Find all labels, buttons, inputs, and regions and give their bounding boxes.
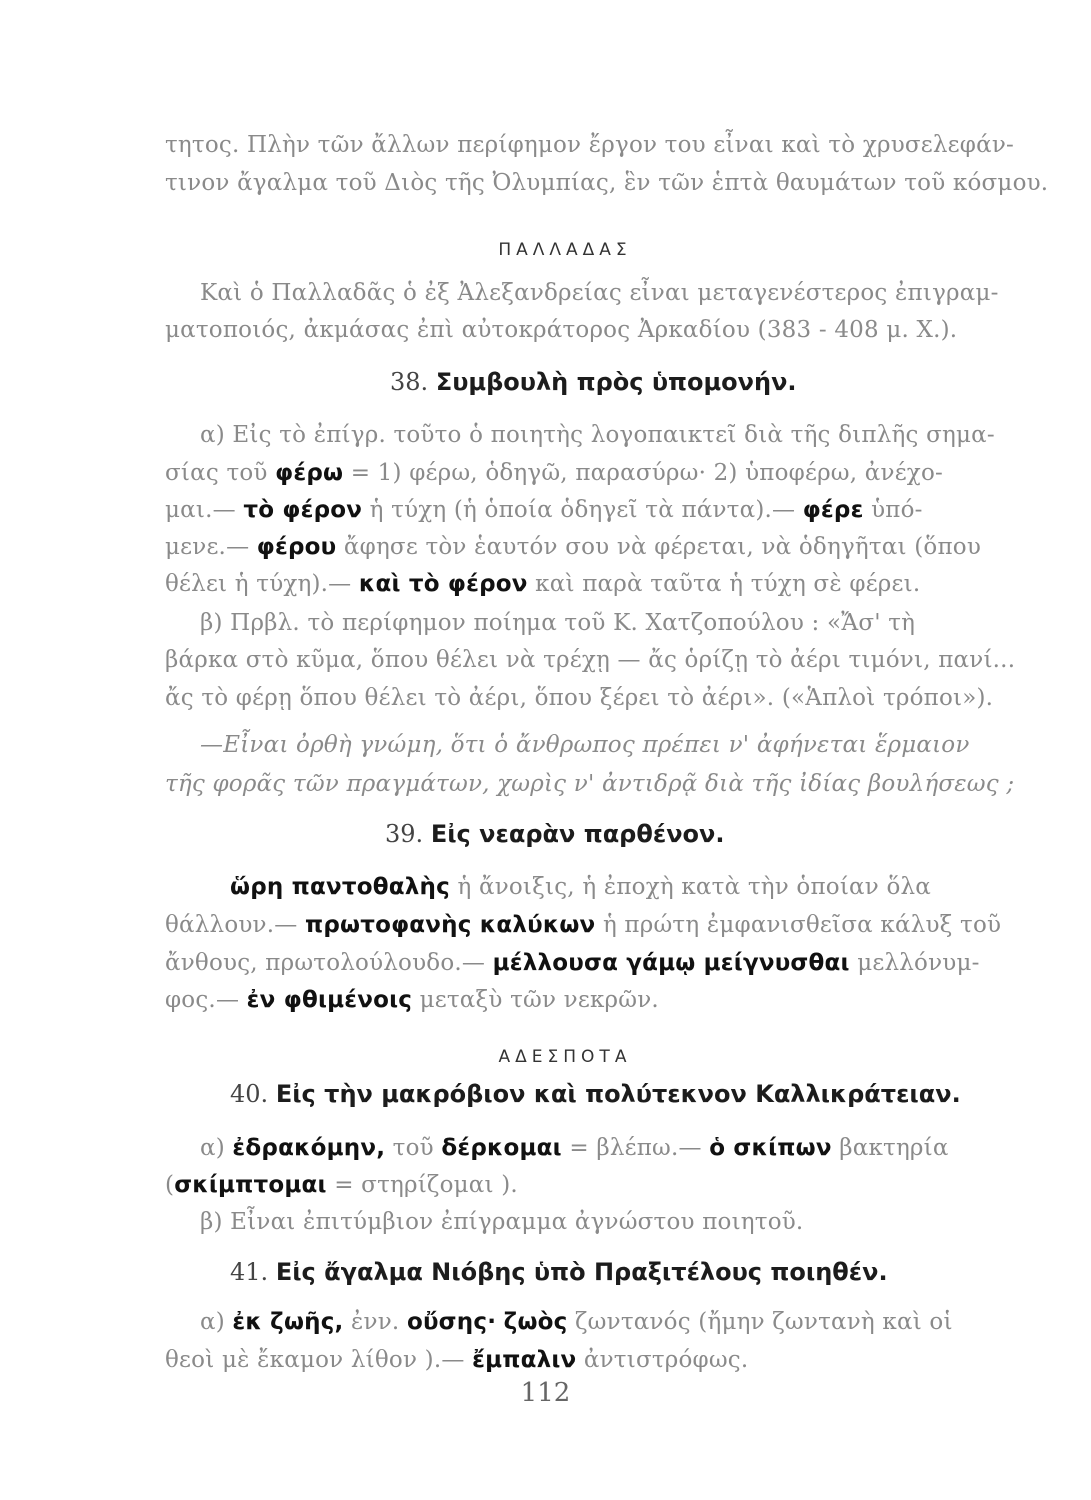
poem-title-text: Εἰς τὴν μακρόβιον καὶ πολύτεκνον Καλλικράτειαν. — [275, 1080, 961, 1108]
text-line: ματοποιός, ἀκμάσας ἐπὶ αὐτοκράτορος Ἀρκαδίου (383 - 408 μ. Χ.). — [165, 317, 958, 343]
poem-title — [385, 820, 725, 848]
text-line: τινον ἄγαλμα τοῦ Διὸς τῆς Ὀλυμπίας, ἓν τῶν ἑπτὰ θαυμάτων τοῦ κόσμου. — [165, 170, 1049, 196]
text-line: μαι.— τὸ φέρον ἡ τύχη (ἡ ὁποία ὁδηγεῖ τὰ πάντα).— φέρε ὑπό- — [165, 497, 923, 523]
text-line: —Εἶναι ὀρθὴ γνώμη, ὅτι ὁ ἄνθρωπος πρέπει ν' ἀφήνεται ἕρμαιον — [200, 732, 970, 758]
text-line: Καὶ ὁ Παλλαδᾶς ὁ ἐξ Ἀλεξανδρείας εἶναι μεταγενέστερος ἐπιγραμ- — [200, 280, 999, 306]
text-line: θάλλουν.— πρωτοφανὴς καλύκων ἡ πρώτη ἐμφανισθεῖσα κάλυξ τοῦ — [165, 912, 1002, 938]
text-line: α) Εἰς τὸ ἐπίγρ. τοῦτο ὁ ποιητὴς λογοπαικτεῖ διὰ τῆς διπλῆς σημα- — [200, 422, 995, 448]
text-line: θεοὶ μὲ ἔκαμον λίθον ).— ἔμπαλιν ἀντιστρόφως. — [165, 1347, 749, 1373]
poem-title — [230, 1258, 888, 1286]
text-line: τητος. Πλὴν τῶν ἄλλων περίφημον ἔργον του εἶναι καὶ τὸ χρυσελεφάν- — [165, 132, 1014, 158]
poem-title — [230, 1080, 961, 1108]
section-heading: ΑΔΕΣΠΟΤΑ — [498, 1047, 632, 1067]
text-line: τῆς φορᾶς τῶν πραγμάτων, χωρὶς ν' ἀντιδρᾷ διὰ τῆς ἰδίας βουλήσεως ; — [165, 771, 1015, 797]
text-line: ἄνθους, πρωτολούλουδο.— μέλλουσα γάμῳ μείγνυσθαι μελλόνυμ- — [165, 950, 980, 976]
text-line: β) Πρβλ. τὸ περίφημον ποίημα τοῦ Κ. Χατζοπούλου : «Ἄσ' τὴ — [200, 610, 916, 636]
text-line: φος.— ἐν φθιμένοις μεταξὺ τῶν νεκρῶν. — [165, 987, 659, 1013]
text-line: α) ἐδρακόμην, τοῦ δέρκομαι = βλέπω.— ὁ σκίπων βακτηρία — [200, 1135, 949, 1161]
text-line: ὥρη παντοθαλὴς ἡ ἄνοιξις, ἡ ἐποχὴ κατὰ τὴν ὁποίαν ὅλα — [230, 874, 932, 900]
poem-title-text: Εἰς νεαρὰν παρθένον. — [430, 820, 725, 848]
poem-title — [390, 368, 797, 396]
poem-number: 38. — [390, 368, 429, 396]
section-heading: ΠΑΛΛΑΔΑΣ — [498, 240, 632, 260]
text-line: (σκίμπτομαι = στηρίζομαι ). — [165, 1172, 518, 1198]
text-line: θέλει ἡ τύχη).— καὶ τὸ φέρον καὶ παρὰ ταῦτα ἡ τύχη σὲ φέρει. — [165, 571, 921, 597]
text-line: σίας τοῦ φέρω = 1) φέρω, ὁδηγῶ, παρασύρω· 2) ὑποφέρω, ἀνέχο- — [165, 460, 943, 486]
text-line: βάρκα στὸ κῦμα, ὅπου θέλει νὰ τρέχῃ — ἄς ὁρίζῃ τὸ ἀέρι τιμόνι, πανί... — [165, 647, 1016, 673]
poem-title-text: Συμβουλὴ πρὸς ὑπομονήν. — [435, 368, 797, 396]
text-line: ἄς τὸ φέρῃ ὅπου θέλει τὸ ἀέρι, ὅπου ξέρει τὸ ἀέρι». («Ἁπλοὶ τρόποι»). — [165, 685, 994, 711]
text-line: β) Εἶναι ἐπιτύμβιον ἐπίγραμμα ἀγνώστου ποιητοῦ. — [200, 1209, 804, 1235]
text-line: α) ἐκ ζωῆς, ἐνν. οὔσης· ζωὸς ζωντανός (ἤμην ζωντανὴ καὶ οἱ — [200, 1309, 953, 1335]
text-line: μενε.— φέρου ἄφησε τὸν ἑαυτόν σου νὰ φέρεται, νὰ ὁδηγῆται (ὅπου — [165, 534, 982, 560]
page-number: 112 — [520, 1378, 571, 1408]
poem-number: 40. — [230, 1080, 269, 1108]
poem-title-text: Εἰς ἄγαλμα Νιόβης ὑπὸ Πραξιτέλους ποιηθέν. — [275, 1258, 888, 1286]
poem-number: 41. — [230, 1258, 269, 1286]
poem-number: 39. — [385, 820, 424, 848]
